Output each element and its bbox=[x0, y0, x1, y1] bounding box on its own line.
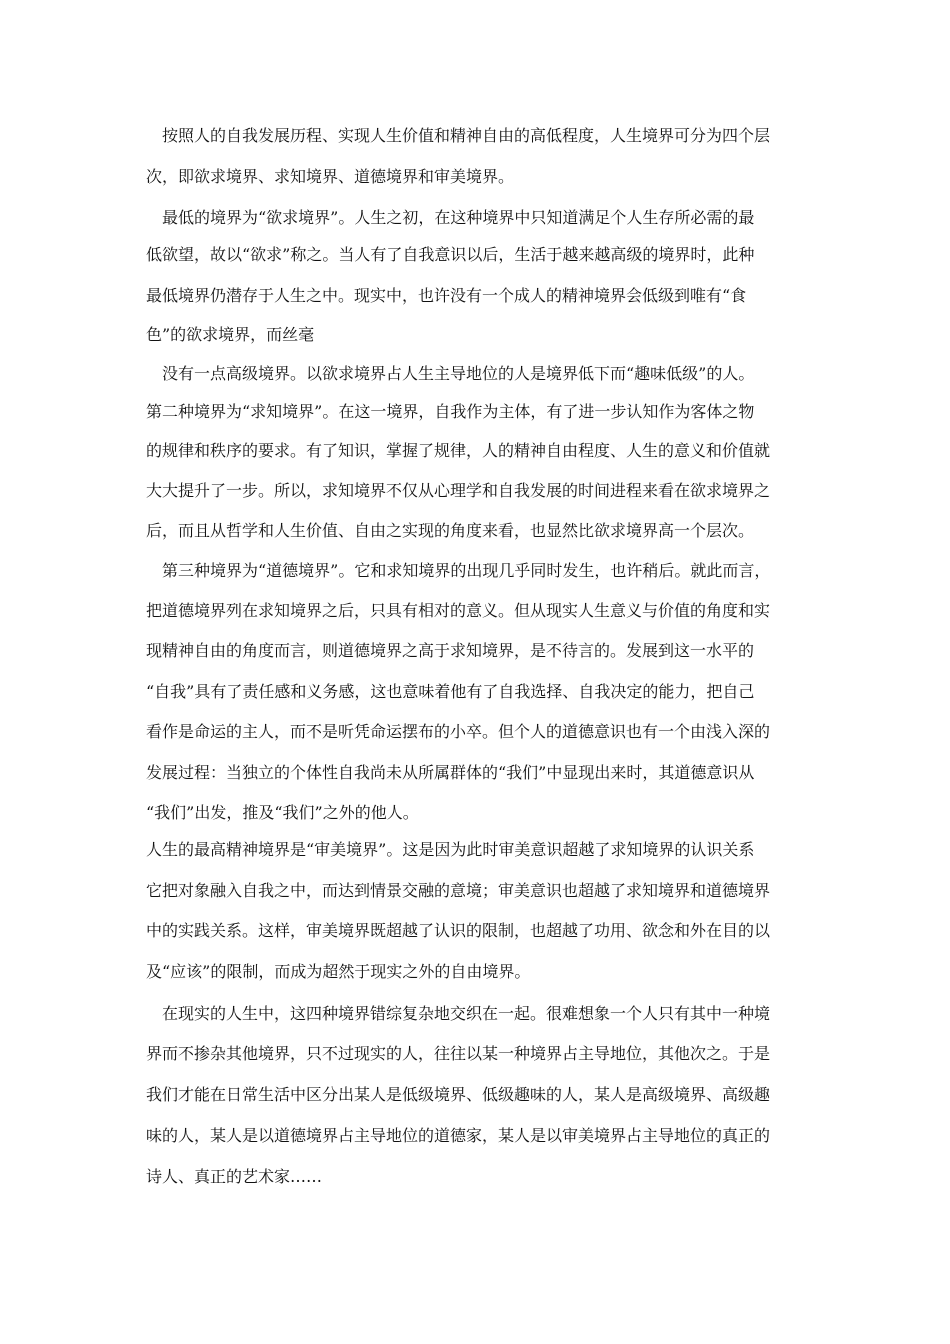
text-line: 按照人的自我发展历程、实现人生价值和精神自由的高低程度，人生境界可分为四个层 bbox=[146, 126, 771, 145]
text-line: 第二种境界为“求知境界”。在这一境界，自我作为主体，有了进一步认知作为客体之物 bbox=[146, 402, 755, 421]
text-line: 味的人，某人是以道德境界占主导地位的道德家，某人是以审美境界占主导地位的真正的 bbox=[146, 1126, 771, 1145]
text-line: 最低境界仍潜存于人生之中。现实中，也许没有一个成人的精神境界会低级到唯有“食 bbox=[146, 286, 747, 305]
text-line: 我们才能在日常生活中区分出某人是低级境界、低级趣味的人，某人是高级境界、高级趣 bbox=[146, 1085, 771, 1104]
text-line: 在现实的人生中，这四种境界错综复杂地交织在一起。很难想象一个人只有其中一种境 bbox=[146, 1004, 771, 1023]
text-line: “我们”出发，推及“我们”之外的他人。 bbox=[146, 803, 419, 822]
text-line: 的规律和秩序的要求。有了知识，掌握了规律，人的精神自由程度、人生的意义和价值就 bbox=[146, 441, 771, 460]
text-line: 第三种境界为“道德境界”。它和求知境界的出现几乎同时发生，也许稍后。就此而言， bbox=[146, 561, 771, 580]
text-line: 发展过程：当独立的个体性自我尚未从所属群体的“我们”中显现出来时，其道德意识从 bbox=[146, 763, 755, 782]
text-line: 看作是命运的主人，而不是听凭命运摆布的小卒。但个人的道德意识也有一个由浅入深的 bbox=[146, 722, 771, 741]
text-line: 中的实践关系。这样，审美境界既超越了认识的限制，也超越了功用、欲念和外在目的以 bbox=[146, 921, 771, 940]
text-line: 最低的境界为“欲求境界”。人生之初，在这种境界中只知道满足个人生存所必需的最 bbox=[146, 208, 755, 227]
text-line: 大大提升了一步。所以，求知境界不仅从心理学和自我发展的时间进程来看在欲求境界之 bbox=[146, 481, 771, 500]
text-line: 把道德境界列在求知境界之后，只具有相对的意义。但从现实人生意义与价值的角度和实 bbox=[146, 601, 771, 620]
text-line: 次，即欲求境界、求知境界、道德境界和审美境界。 bbox=[146, 167, 515, 186]
text-line: 后，而且从哲学和人生价值、自由之实现的角度来看，也显然比欲求境界高一个层次。 bbox=[146, 521, 755, 540]
text-line: 它把对象融入自我之中，而达到情景交融的意境；审美意识也超越了求知境界和道德境界 bbox=[146, 881, 771, 900]
text-line: 界而不掺杂其他境界，只不过现实的人，往往以某一种境界占主导地位，其他次之。于是 bbox=[146, 1044, 771, 1063]
text-line: 诗人、真正的艺术家…… bbox=[146, 1167, 323, 1186]
text-line: “自我”具有了责任感和义务感，这也意味着他有了自我选择、自我决定的能力，把自己 bbox=[146, 682, 755, 701]
text-line: 及“应该”的限制，而成为超然于现实之外的自由境界。 bbox=[146, 962, 531, 981]
text-line: 人生的最高精神境界是“审美境界”。这是因为此时审美意识超越了求知境界的认识关系 bbox=[146, 840, 755, 859]
text-line: 现精神自由的角度而言，则道德境界之高于求知境界，是不待言的。发展到这一水平的 bbox=[146, 641, 755, 660]
text-line: 色”的欲求境界，而丝毫 bbox=[146, 325, 315, 344]
text-line: 低欲望，故以“欲求”称之。当人有了自我意识以后，生活于越来越高级的境界时，此种 bbox=[146, 245, 755, 264]
text-line: 没有一点高级境界。以欲求境界占人生主导地位的人是境界低下而“趣味低级”的人。 bbox=[146, 364, 755, 383]
